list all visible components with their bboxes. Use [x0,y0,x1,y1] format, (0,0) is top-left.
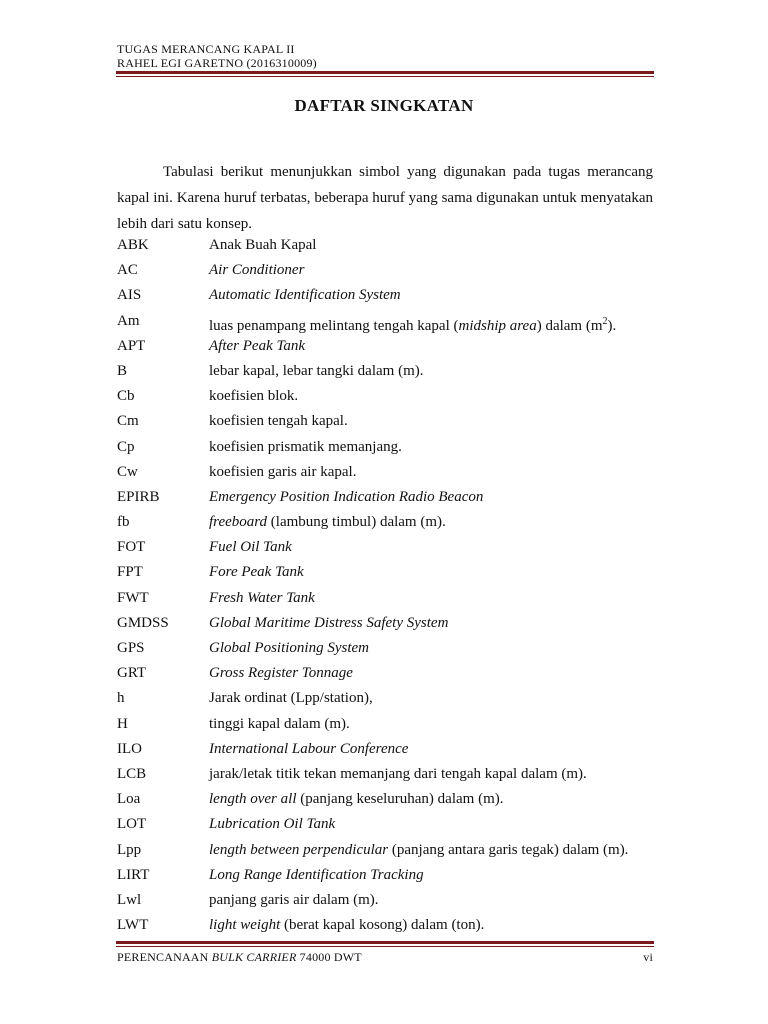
abbreviation-row [117,888,657,913]
abbreviation-definition [209,258,657,283]
page-number: vi [643,950,653,964]
abbreviation-term: AIS [117,287,142,304]
abbreviation-row [117,283,657,308]
abbreviation-definition [209,838,657,863]
definition-segment: Air Conditioner [209,262,305,279]
definition-segment: Anak Buah Kapal [209,237,317,253]
abbreviation-definition [209,309,657,334]
abbreviation-row [117,712,657,737]
definition-segment: Global Maritime Distress Safety System [209,614,449,631]
abbreviation-term: Cm [117,413,139,430]
definition-segment: Fresh Water Tank [209,589,315,606]
abbreviation-row [117,409,657,434]
definition-segment: International Labour Conference [209,740,409,757]
abbreviation-definition [209,762,657,787]
definition-segment: Fore Peak Tank [209,564,304,581]
abbreviation-definition [209,384,657,409]
abbreviation-row [117,258,657,283]
abbreviation-row [117,233,657,258]
abbreviation-term: Cb [117,388,135,405]
definition-segment: ) dalam (m [536,317,603,334]
abbreviation-row [117,334,657,359]
definition-segment: tinggi kapal dalam (m). [209,715,350,732]
abbreviation-row [117,309,657,334]
abbreviation-definition [209,712,657,737]
abbreviation-row [117,812,657,837]
abbreviation-row [117,661,657,686]
abbreviation-row [117,510,657,535]
definition-segment: Fuel Oil Tank [209,539,292,556]
header-course: TUGAS MERANCANG KAPAL II [117,42,295,56]
abbreviation-term: Loa [117,791,141,808]
abbreviation-definition [209,863,657,888]
abbreviation-definition [209,435,657,460]
abbreviation-term: H [117,715,128,732]
definition-segment: (panjang keseluruhan) dalam (m). [296,791,504,808]
abbreviation-row [117,737,657,762]
abbreviation-definition [209,812,657,837]
definition-segment: 2 [602,315,608,327]
definition-segment: Global Positioning System [209,640,369,656]
abbreviation-term: h [117,690,125,707]
definition-segment: lebar kapal, lebar tangki dalam (m). [209,362,424,379]
abbreviation-term: ABK [117,237,149,253]
definition-segment: (panjang antara garis tegak) dalam (m). [388,841,629,858]
abbreviation-row [117,787,657,812]
abbreviation-definition [209,636,657,661]
abbreviation-row [117,586,657,611]
definition-segment: luas penampang melintang tengah kapal ( [209,317,459,334]
abbreviation-row [117,435,657,460]
definition-segment: koefisien prismatik memanjang. [209,438,402,455]
header-divider [116,71,654,77]
header-author: RAHEL EGI GARETNO (2016310009) [117,56,317,70]
definition-segment: jarak/letak titik tekan memanjang dari tengah kapal dalam (m). [209,765,587,782]
abbreviation-row [117,359,657,384]
abbreviation-definition [209,560,657,585]
abbreviation-term: FOT [117,539,146,556]
abbreviation-definition [209,787,657,812]
page-title: DAFTAR SINGKATAN [294,96,474,115]
footer-italic-term: BULK CARRIER [211,950,297,964]
abbreviation-term: Cw [117,463,138,480]
abbreviation-definition [209,888,657,913]
definition-segment: midship area [458,317,537,334]
abbreviation-term: FPT [117,564,143,581]
definition-segment: (berat kapal kosong) dalam (ton). [280,917,485,934]
abbreviation-term: fb [117,514,130,531]
definition-segment: koefisien garis air kapal. [209,463,357,480]
abbreviation-term: APT [117,337,146,354]
abbreviation-definition [209,586,657,611]
definition-segment: length between perpendicular [209,841,389,858]
abbreviation-row [117,560,657,585]
definition-segment: koefisien blok. [209,388,299,405]
definition-segment: Automatic Identification System [209,287,401,304]
abbreviation-definition [209,334,657,359]
abbreviation-definition [209,233,657,258]
definition-segment: light weight [209,917,281,934]
page-header [117,42,317,70]
abbreviation-definition [209,661,657,686]
abbreviation-term: LOT [117,816,147,833]
abbreviation-list [117,233,657,938]
definition-segment: After Peak Tank [209,337,306,354]
abbreviation-row [117,485,657,510]
abbreviation-definition [209,359,657,384]
abbreviation-definition [209,485,657,510]
abbreviation-definition [209,510,657,535]
intro-paragraph [117,159,653,237]
abbreviation-term: LCB [117,765,147,782]
definition-segment: panjang garis air dalam (m). [209,891,379,908]
abbreviation-definition [209,611,657,636]
abbreviation-row [117,762,657,787]
abbreviation-row [117,686,657,711]
abbreviation-definition [209,535,657,560]
abbreviation-row [117,384,657,409]
definition-segment: Long Range Identification Tracking [209,866,424,883]
definition-segment: ). [607,317,617,334]
intro-text: Tabulasi berikut menunjukkan simbol yang digunakan pada tugas merancang kapal ini. Karena huruf terbatas, beberapa huruf yang sama digunakan untuk menyatakan lebih dari satu konsep. [117,164,653,232]
abbreviation-term: GMDSS [117,614,169,631]
definition-segment: koefisien tengah kapal. [209,413,348,430]
abbreviation-definition [209,686,657,711]
page-footer [117,950,653,965]
abbreviation-definition [209,737,657,762]
abbreviation-row [117,460,657,485]
footer-divider [116,941,654,947]
abbreviation-definition [209,283,657,308]
abbreviation-row [117,863,657,888]
definition-segment: Emergency Position Indication Radio Beacon [209,488,484,505]
definition-segment: Jarak ordinat (Lpp/station), [209,690,373,707]
abbreviation-term: ILO [117,740,142,757]
abbreviation-term: AC [117,262,138,279]
abbreviation-term: FWT [117,589,149,606]
abbreviation-row [117,838,657,863]
abbreviation-row [117,611,657,636]
abbreviation-term: B [117,362,128,379]
abbreviation-definition [209,409,657,434]
abbreviation-term: GRT [117,665,147,682]
abbreviation-row [117,913,657,938]
definition-segment: length over all [209,791,297,808]
abbreviation-row [117,535,657,560]
abbreviation-term: Lpp [117,841,142,858]
definition-segment: Lubrication Oil Tank [209,816,336,833]
abbreviation-definition [209,913,657,938]
abbreviation-term: Cp [117,438,135,455]
abbreviation-row [117,636,657,661]
abbreviation-term: Am [117,312,140,329]
footer-document-title: PERENCANAAN BULK CARRIER 74000 DWT [117,950,362,964]
definition-segment: (lambung timbul) dalam (m). [267,514,446,531]
abbreviation-term: EPIRB [117,488,160,505]
abbreviation-term: LWT [117,917,149,934]
abbreviation-term: LIRT [117,866,150,883]
definition-segment: Gross Register Tonnage [209,665,353,682]
abbreviation-term: GPS [117,640,145,656]
abbreviation-term: Lwl [117,891,142,908]
definition-segment: freeboard [209,514,268,531]
abbreviation-definition [209,460,657,485]
